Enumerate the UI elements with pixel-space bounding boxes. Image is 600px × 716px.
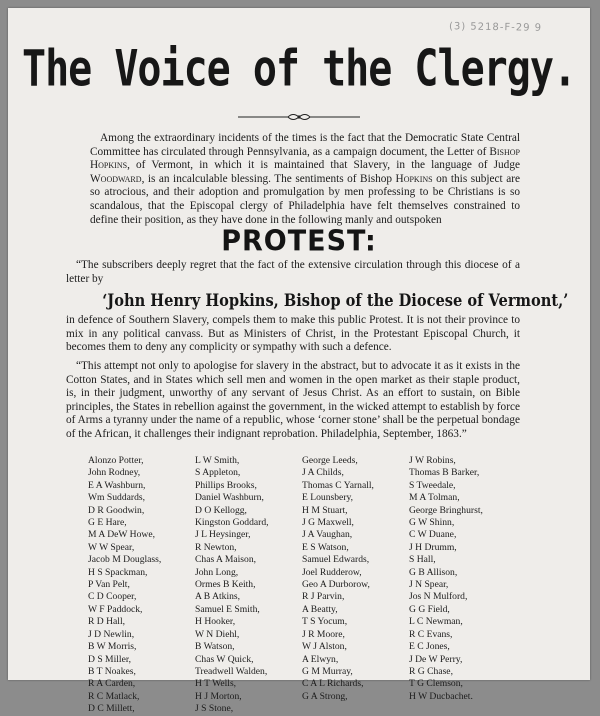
signatory: G E Hare,: [88, 517, 127, 529]
signatory: C D Cooper,: [88, 591, 137, 603]
bishop-name-line: ‘John Henry Hopkins, Bishop of the Diocese of Vermont,’: [102, 291, 569, 311]
signatory: E S Watson,: [302, 541, 349, 553]
signatory: W W Spear,: [88, 541, 135, 553]
signatory: B Watson,: [195, 641, 235, 653]
intro-text-1: Among the extraordinary incidents of the times is the fact that the Democratic State Central Committee has circulated through Pennsylvania, as a campaign document, the Letter of: [90, 132, 520, 158]
signatory: P Van Pelt,: [88, 579, 130, 591]
signatory: Treadwell Walden,: [195, 665, 268, 677]
signatory: J H Drumm,: [409, 541, 457, 553]
protest-paragraph-1: “The subscribers deeply regret that the fact of the extensive circulation through this diocese of a letter by: [66, 259, 520, 285]
signatory: E A Washburn,: [88, 479, 146, 491]
signatory: Chas A Maison,: [195, 554, 257, 566]
signatory: W F Paddock,: [88, 603, 143, 615]
page-title: The Voice of the Clergy.: [22, 40, 576, 98]
signatory: Wm Suddards,: [88, 492, 146, 504]
signatory: G W Shinn,: [409, 517, 455, 529]
signatory: Thomas B Barker,: [409, 467, 480, 479]
signatory: T S Yocum,: [302, 616, 348, 628]
signatory: H M Stuart,: [302, 504, 348, 516]
signatory: George Bringhurst,: [409, 504, 483, 516]
signatory: S Hall,: [409, 554, 436, 566]
signatory: H W Ducbachet.: [409, 690, 473, 702]
signatory: D R Goodwin,: [88, 504, 145, 516]
intro-bishop-hopkins: Bishop Hopkins: [90, 145, 520, 172]
signatory: J L Heysinger,: [195, 529, 251, 541]
signatory: Phillips Brooks,: [195, 479, 257, 491]
signatory: Samuel Edwards,: [302, 554, 370, 566]
signatory: H T Wells,: [195, 678, 237, 690]
signatory: R G Chase,: [409, 665, 453, 677]
signatory: John Long,: [195, 566, 239, 578]
signatories-list: [88, 455, 538, 715]
signatory: Alonzo Potter,: [88, 455, 144, 466]
signatory: Thomas C Yarnall,: [302, 479, 374, 491]
intro-text-3: , is an incalculable blessing. The sentiments of Bishop: [141, 172, 396, 185]
signatory: Joel Rudderow,: [302, 566, 362, 578]
signatory: A Beatty,: [302, 603, 338, 615]
signatory: Chas W Quick,: [195, 653, 254, 665]
signatory: John Rodney,: [88, 467, 141, 479]
broadside-page: [8, 8, 590, 715]
signatories-column-1: [88, 455, 161, 716]
signatory: A Elwyn,: [302, 653, 339, 665]
signatory: J A Childs,: [302, 467, 344, 479]
signatory: R A Carden,: [88, 678, 136, 690]
signatories-column-4: [409, 455, 483, 703]
signatory: G M Murray,: [302, 665, 353, 677]
ornamental-rule-icon: [236, 111, 362, 123]
signatory: M A DeW Howe,: [88, 529, 155, 541]
signatory: Samuel E Smith,: [195, 603, 260, 615]
intro-text-2: , of Vermont, in which it is maintained that Slavery, in the language of Judge: [127, 159, 520, 172]
signatory: S Appleton,: [195, 467, 241, 479]
signatory: E Lounsbery,: [302, 492, 354, 504]
signatories-column-2: [195, 455, 269, 716]
intro-hopkins: Hopkins: [395, 172, 433, 185]
signatory: R C Evans,: [409, 628, 453, 640]
signatory: Geo A Durborow,: [302, 579, 370, 591]
catalog-mark: (3) 5218-F-29 9: [448, 21, 543, 34]
signatory: J W Robins,: [409, 455, 456, 466]
signatory: R J Parvin,: [302, 591, 345, 603]
signatory: G G Field,: [409, 603, 450, 615]
signatory: J S Stone,: [195, 703, 234, 715]
signatories-column-3: [302, 455, 374, 703]
signatory: M A Tolman,: [409, 492, 460, 504]
signatory: J R Moore,: [302, 628, 345, 640]
signatory: B T Noakes,: [88, 665, 136, 677]
signatory: J N Spear,: [409, 579, 449, 591]
signatory: J D Newlin,: [88, 628, 135, 640]
signatory: A B Atkins,: [195, 591, 241, 603]
signatory: H Hooker,: [195, 616, 236, 628]
signatory: Jos N Mulford,: [409, 591, 468, 603]
signatory: E C Jones,: [409, 641, 450, 653]
signatory: D S Miller,: [88, 653, 132, 665]
protest-paragraph-2: in defence of Southern Slavery, compels them to make this public Protest. It is not their province to mix in any political canvass. But as Ministers of Christ, in the Protestant Episcopal Church, it becomes them to deny any complicity or sympathy with such a defence.: [66, 314, 520, 354]
signatory: G B Allison,: [409, 566, 458, 578]
signatory: Daniel Washburn,: [195, 492, 264, 504]
signatory: J De W Perry,: [409, 653, 463, 665]
signatory: J A Vaughan,: [302, 529, 353, 541]
signatory: George Leeds,: [302, 455, 358, 466]
protest-heading: PROTEST:: [221, 225, 377, 258]
signatory: C A L Richards,: [302, 678, 364, 690]
signatory: R C Matlack,: [88, 690, 140, 702]
signatory: J G Maxwell,: [302, 517, 354, 529]
signatory: D C Millett,: [88, 703, 135, 715]
intro-text-4: on this subject are so atrocious, and their adoption and promulgation by men professing to be Christians is so scandalous, that the Episcopal clergy of Philadelphia have felt themselves constrained to define their position, as they have done in the following manly and outspoken: [90, 172, 520, 226]
signatory: G A Strong,: [302, 690, 348, 702]
signatory: C W Duane,: [409, 529, 457, 541]
protest-paragraph-3: “This attempt not only to apologise for slavery in the abstract, but to advocate it as it exists in the Cotton States, and in States which sell men and women in the open market as their staple product, is, in their judgment, unworthy of any servant of Jesus Christ. As an effort to sustain, on Bible principles, the States in rebellion against the government, in the wicked attempt to establish by force of Arms a tyranny under the name of a republic, whose ‘corner stone’ shall be the perpetual bondage of the African, it challenges their indignant reprobation. Philadelphia, September, 1863.”: [66, 360, 521, 440]
signatory: Kingston Goddard,: [195, 517, 269, 529]
signatory: H J Morton,: [195, 690, 242, 702]
signatory: L C Newman,: [409, 616, 463, 628]
signatory: W N Diehl,: [195, 628, 240, 640]
intro-paragraph: [90, 132, 520, 227]
signatory: Jacob M Douglass,: [88, 554, 162, 566]
intro-woodward: Woodward: [90, 172, 142, 185]
signatory: B W Morris,: [88, 641, 137, 653]
signatory: T G Clemson,: [409, 678, 463, 690]
signatory: D O Kellogg,: [195, 504, 247, 516]
signatory: R Newton,: [195, 541, 237, 553]
signatory: Ormes B Keith,: [195, 579, 256, 591]
signatory: H S Spackman,: [88, 566, 148, 578]
signatory: L W Smith,: [195, 455, 240, 466]
signatory: R D Hall,: [88, 616, 126, 628]
signatory: W J Alston,: [302, 641, 347, 653]
signatory: S Tweedale,: [409, 479, 456, 491]
